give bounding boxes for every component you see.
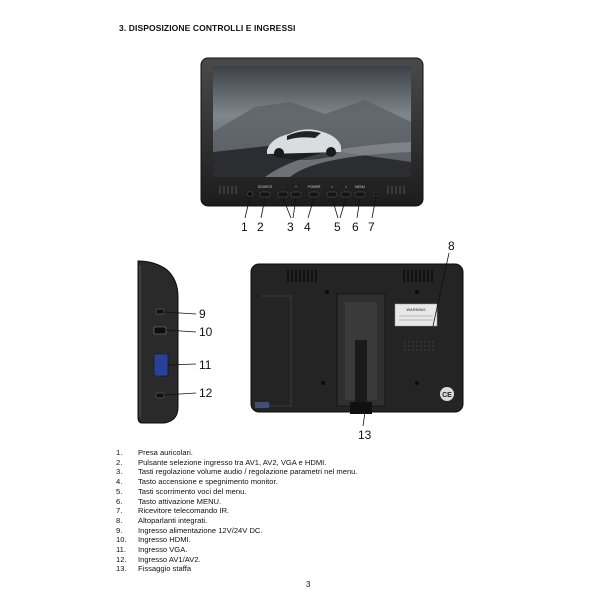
section-heading: 3. DISPOSIZIONE CONTROLLI E INGRESSI xyxy=(119,23,296,33)
callout-number: 3 xyxy=(287,220,294,234)
legend-item-number: 10. xyxy=(116,535,127,545)
svg-text:CE: CE xyxy=(442,392,452,399)
legend-item-number: 11. xyxy=(116,545,126,555)
legend-item-number: 8. xyxy=(116,515,123,525)
legend-item-number: 3. xyxy=(116,467,123,477)
legend-item xyxy=(116,477,358,487)
dc-port xyxy=(156,309,164,314)
side-housing xyxy=(138,261,178,423)
front-button-label: - xyxy=(282,185,284,189)
legend-item xyxy=(116,516,358,526)
legend-item-number: 6. xyxy=(116,496,123,506)
front-button-7 xyxy=(355,192,365,197)
front-button-4 xyxy=(309,192,319,197)
callout-number: 12 xyxy=(199,386,213,400)
legend-item xyxy=(116,535,358,545)
hdmi-port xyxy=(154,327,166,334)
front-button-label: MENU xyxy=(355,185,365,189)
warning-sticker xyxy=(395,304,437,326)
callout-number: 4 xyxy=(304,220,311,234)
legend-item-number: 12. xyxy=(116,554,127,564)
legend-item xyxy=(116,545,358,555)
legend-item-text: Presa auricolari. xyxy=(138,448,193,457)
legend-item-text: Ricevitore telecomando IR. xyxy=(138,506,230,516)
callout-number: 9 xyxy=(199,307,206,321)
legend-item xyxy=(116,467,358,477)
legend-item-number: 9. xyxy=(116,525,123,535)
monitor-back-figure xyxy=(245,236,475,446)
legend-item-text: Tasto accensione e spegnimento monitor. xyxy=(138,477,278,487)
legend-item-number: 7. xyxy=(116,506,123,516)
legend-item xyxy=(116,458,358,468)
page-number: 3 xyxy=(306,580,311,589)
legend-item xyxy=(116,564,358,574)
legend-item xyxy=(116,497,358,507)
legend-item-text: Pulsante selezione ingresso tra AV1, AV2, VGA e HDMI. xyxy=(138,457,327,467)
vga-port xyxy=(154,354,168,376)
legend-item xyxy=(116,487,358,497)
legend-item-number: 1. xyxy=(116,448,123,457)
callout-number: 13 xyxy=(358,428,372,442)
legend-item xyxy=(116,506,358,516)
front-button-label: POWER xyxy=(307,185,321,189)
front-button-label: + xyxy=(295,185,297,189)
warning-label: WARNING xyxy=(406,307,426,312)
legend-item-number: 13. xyxy=(116,564,127,574)
callout-number: 8 xyxy=(448,239,455,253)
front-button-label: SOURCE xyxy=(257,185,273,189)
legend-item-text: Tasto attivazione MENU. xyxy=(138,496,222,506)
callout-number: 1 xyxy=(241,220,248,234)
callout-number: 11 xyxy=(199,358,212,372)
monitor-side-figure xyxy=(130,257,230,432)
legend-item xyxy=(116,555,358,565)
legend-item-text: Tasti scorrimento voci del menu. xyxy=(138,486,247,496)
mounting-bracket xyxy=(337,294,385,414)
av-port xyxy=(156,393,164,398)
legend-item-text: Ingresso HDMI. xyxy=(138,535,191,545)
legend-item-text: Ingresso VGA. xyxy=(138,545,188,555)
legend-item xyxy=(116,526,358,536)
legend-list xyxy=(116,448,358,574)
callout-number: 2 xyxy=(257,220,264,234)
legend-item-number: 4. xyxy=(116,477,123,487)
legend-item-text: Altoparlanti integrati. xyxy=(138,515,208,525)
legend-item-text: Fissaggio staffa xyxy=(138,564,192,574)
legend-item-number: 5. xyxy=(116,486,123,496)
callout-number: 10 xyxy=(199,325,213,339)
legend-item-number: 2. xyxy=(116,457,123,467)
headphone-jack xyxy=(248,192,253,197)
front-button-label: > xyxy=(345,185,347,189)
callout-number: 7 xyxy=(368,220,375,234)
legend-item xyxy=(116,448,358,458)
front-button-1 xyxy=(260,192,270,197)
front-button-3 xyxy=(291,192,301,197)
monitor-front-figure xyxy=(195,52,435,242)
callout-number: 5 xyxy=(334,220,341,234)
front-button-label: < xyxy=(331,185,333,189)
front-button-2 xyxy=(278,192,288,197)
front-button-6 xyxy=(341,192,351,197)
legend-item-text: Tasti regolazione volume audio / regolazione parametri nel menu. xyxy=(138,467,358,477)
ce-mark xyxy=(440,387,454,401)
legend-item-text: Ingresso alimentazione 12V/24V DC. xyxy=(138,525,263,535)
callout-number: 6 xyxy=(352,220,359,234)
front-button-5 xyxy=(327,192,337,197)
legend-item-text: Ingresso AV1/AV2. xyxy=(138,554,201,564)
ir-receiver xyxy=(374,192,378,196)
